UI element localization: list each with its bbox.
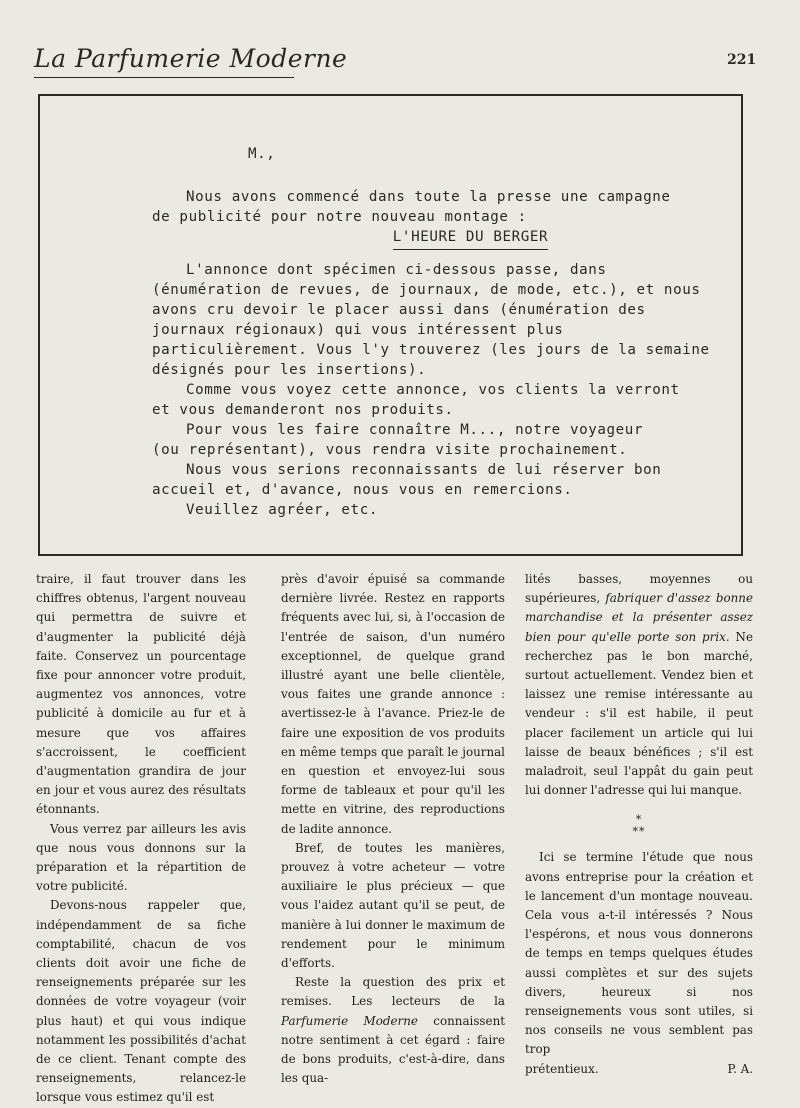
letter-box xyxy=(38,94,743,556)
paragraph: Ici se termine l'étude que nous avons entreprise pour la création et le lancement d'un montage nouveau. Cela vous a-t-il intéressés ? Nous l'espérons, et nous vous donnerons de temps en temps quelques études aussi complètes et sur des sujets divers, heureux si nos renseignements vous sont utiles, si nos conseils ne vous semblent pas trop xyxy=(525,850,753,1057)
letter-closing: Veuillez agréer, etc. xyxy=(186,502,378,518)
column-1 xyxy=(36,570,246,1108)
letter-line: désignés pour les insertions). xyxy=(152,362,427,378)
masthead-rule xyxy=(34,77,294,78)
page-number: 221 xyxy=(727,52,757,68)
paragraph: Vous verrez par ailleurs les avis que nous vous donnons sur la préparation et la répartition de votre publicité. xyxy=(36,821,246,894)
letter-line: accueil et, d'avance, nous vous en remercions. xyxy=(152,482,573,498)
letter-line: journaux régionaux) qui vous intéressent plus xyxy=(152,322,564,338)
closing-line xyxy=(525,1060,753,1079)
paragraph: traire, il faut trouver dans les chiffres obtenus, l'argent nouveau qui permettra de suivre et d'augmenter la publicité déjà faite. Conservez un pourcentage fixe pour annoncer votre produit, augmentez vos annonces, votre publicité à domicile au fur et à mesure que vos affaires s'accroissent, le coefficient d'augmentation grandira de jour en jour et vous aurez des résultats étonnants. xyxy=(36,572,246,817)
letter-line: et vous demanderont nos produits. xyxy=(152,402,454,418)
letter-line: Nous avons commencé dans toute la presse une campagne xyxy=(186,189,671,205)
text-run: Reste la question des prix et remises. Les lecteurs de la xyxy=(281,975,505,1009)
separator-star-top: * xyxy=(635,813,643,827)
text-run: Ne recherchez pas le bon marché, surtout actuellement. Vendez bien et laissez une remise intéressante au vendeur : s'il est habile, il peut placer facilement un article qui lui laisse de beaux bénéfices ; s'il est maladroit, seul l'appât du gain peut lui donner l'adresse qui lui manque. xyxy=(525,629,753,798)
paragraph: près d'avoir épuisé sa commande dernière livrée. Restez en rapports fréquents avec lui, si, à l'occasion de l'entrée de saison, d'un numéro exceptionnel, de quelque grand illustré ayant une belle clientèle, vous faites une grande annonce : avertissez-le à l'avance. Priez-le de faire une exposition de vos produits en même temps que paraît le journal en question et envoyez-lui sous forme de tableaux et pour qu'il les mette en vitrine, des reproductions de ladite annonce. xyxy=(281,572,505,836)
letter-line: (énumération de revues, de journaux, de mode, etc.), et nous xyxy=(152,282,701,298)
paragraph: Bref, de toutes les manières, prouvez à votre acheteur — votre auxiliaire le plus précieux — que vous l'aidez autant qu'il se peut, de manière à lui donner le maximum de rendement pour le minimum d'efforts. xyxy=(281,840,505,971)
letter-headline-text: L'HEURE DU BERGER xyxy=(393,227,548,250)
letter-line: de publicité pour notre nouveau montage : xyxy=(152,209,527,225)
emphasis: fabriquer d'assez bonne marchandise et la présenter assez bien pour qu'elle porte son prix. xyxy=(525,591,753,644)
letter-headline xyxy=(152,227,717,250)
column-3 xyxy=(525,570,753,1079)
masthead-title: La Parfumerie Moderne xyxy=(34,44,348,73)
letter-line: (ou représentant), vous rendra visite prochainement. xyxy=(152,442,628,458)
letter-line: Comme vous voyez cette annonce, vos clients la verront xyxy=(186,382,680,398)
letter-line: L'annonce dont spécimen ci-dessous passe, dans xyxy=(186,262,607,278)
letter-salutation: M., xyxy=(248,146,276,162)
text-run: lités basses, moyennes ou supérieures, xyxy=(525,572,753,606)
letter-line: Pour vous les faire connaître M..., notre voyageur xyxy=(186,422,644,438)
signature: P. A. xyxy=(727,1061,753,1076)
letter-text xyxy=(152,144,717,520)
column-2 xyxy=(281,570,505,1088)
text-run: connaissent notre sentiment à cet égard : faire de bons produits, c'est-à-dire, dans les qua- xyxy=(281,1013,506,1086)
section-separator xyxy=(525,814,753,838)
separator-stars-bottom: ** xyxy=(632,825,646,839)
letter-line: particulièrement. Vous l'y trouverez (les jours de la semaine xyxy=(152,342,710,358)
letter-line: avons cru devoir le placer aussi dans (énumération des xyxy=(152,302,646,318)
publication-name: Parfumerie Moderne xyxy=(281,1013,418,1028)
letter-line: Nous vous serions reconnaissants de lui réserver bon xyxy=(186,462,662,478)
paragraph xyxy=(281,973,505,1088)
paragraph: Devons-nous rappeler que, indépendamment de sa fiche comptabilité, chacun de vos clients doit avoir une fiche de renseignements préparée sur les données de votre voyageur (voir plus haut) et qui vous indique notamment les possibilités d'achat de ce client. Tenant compte des renseignements, relancez-le lorsque vous estimez qu'il est xyxy=(36,898,246,1105)
closing-word: prétentieux. xyxy=(525,1061,599,1076)
paragraph xyxy=(525,570,753,800)
masthead xyxy=(34,44,347,73)
